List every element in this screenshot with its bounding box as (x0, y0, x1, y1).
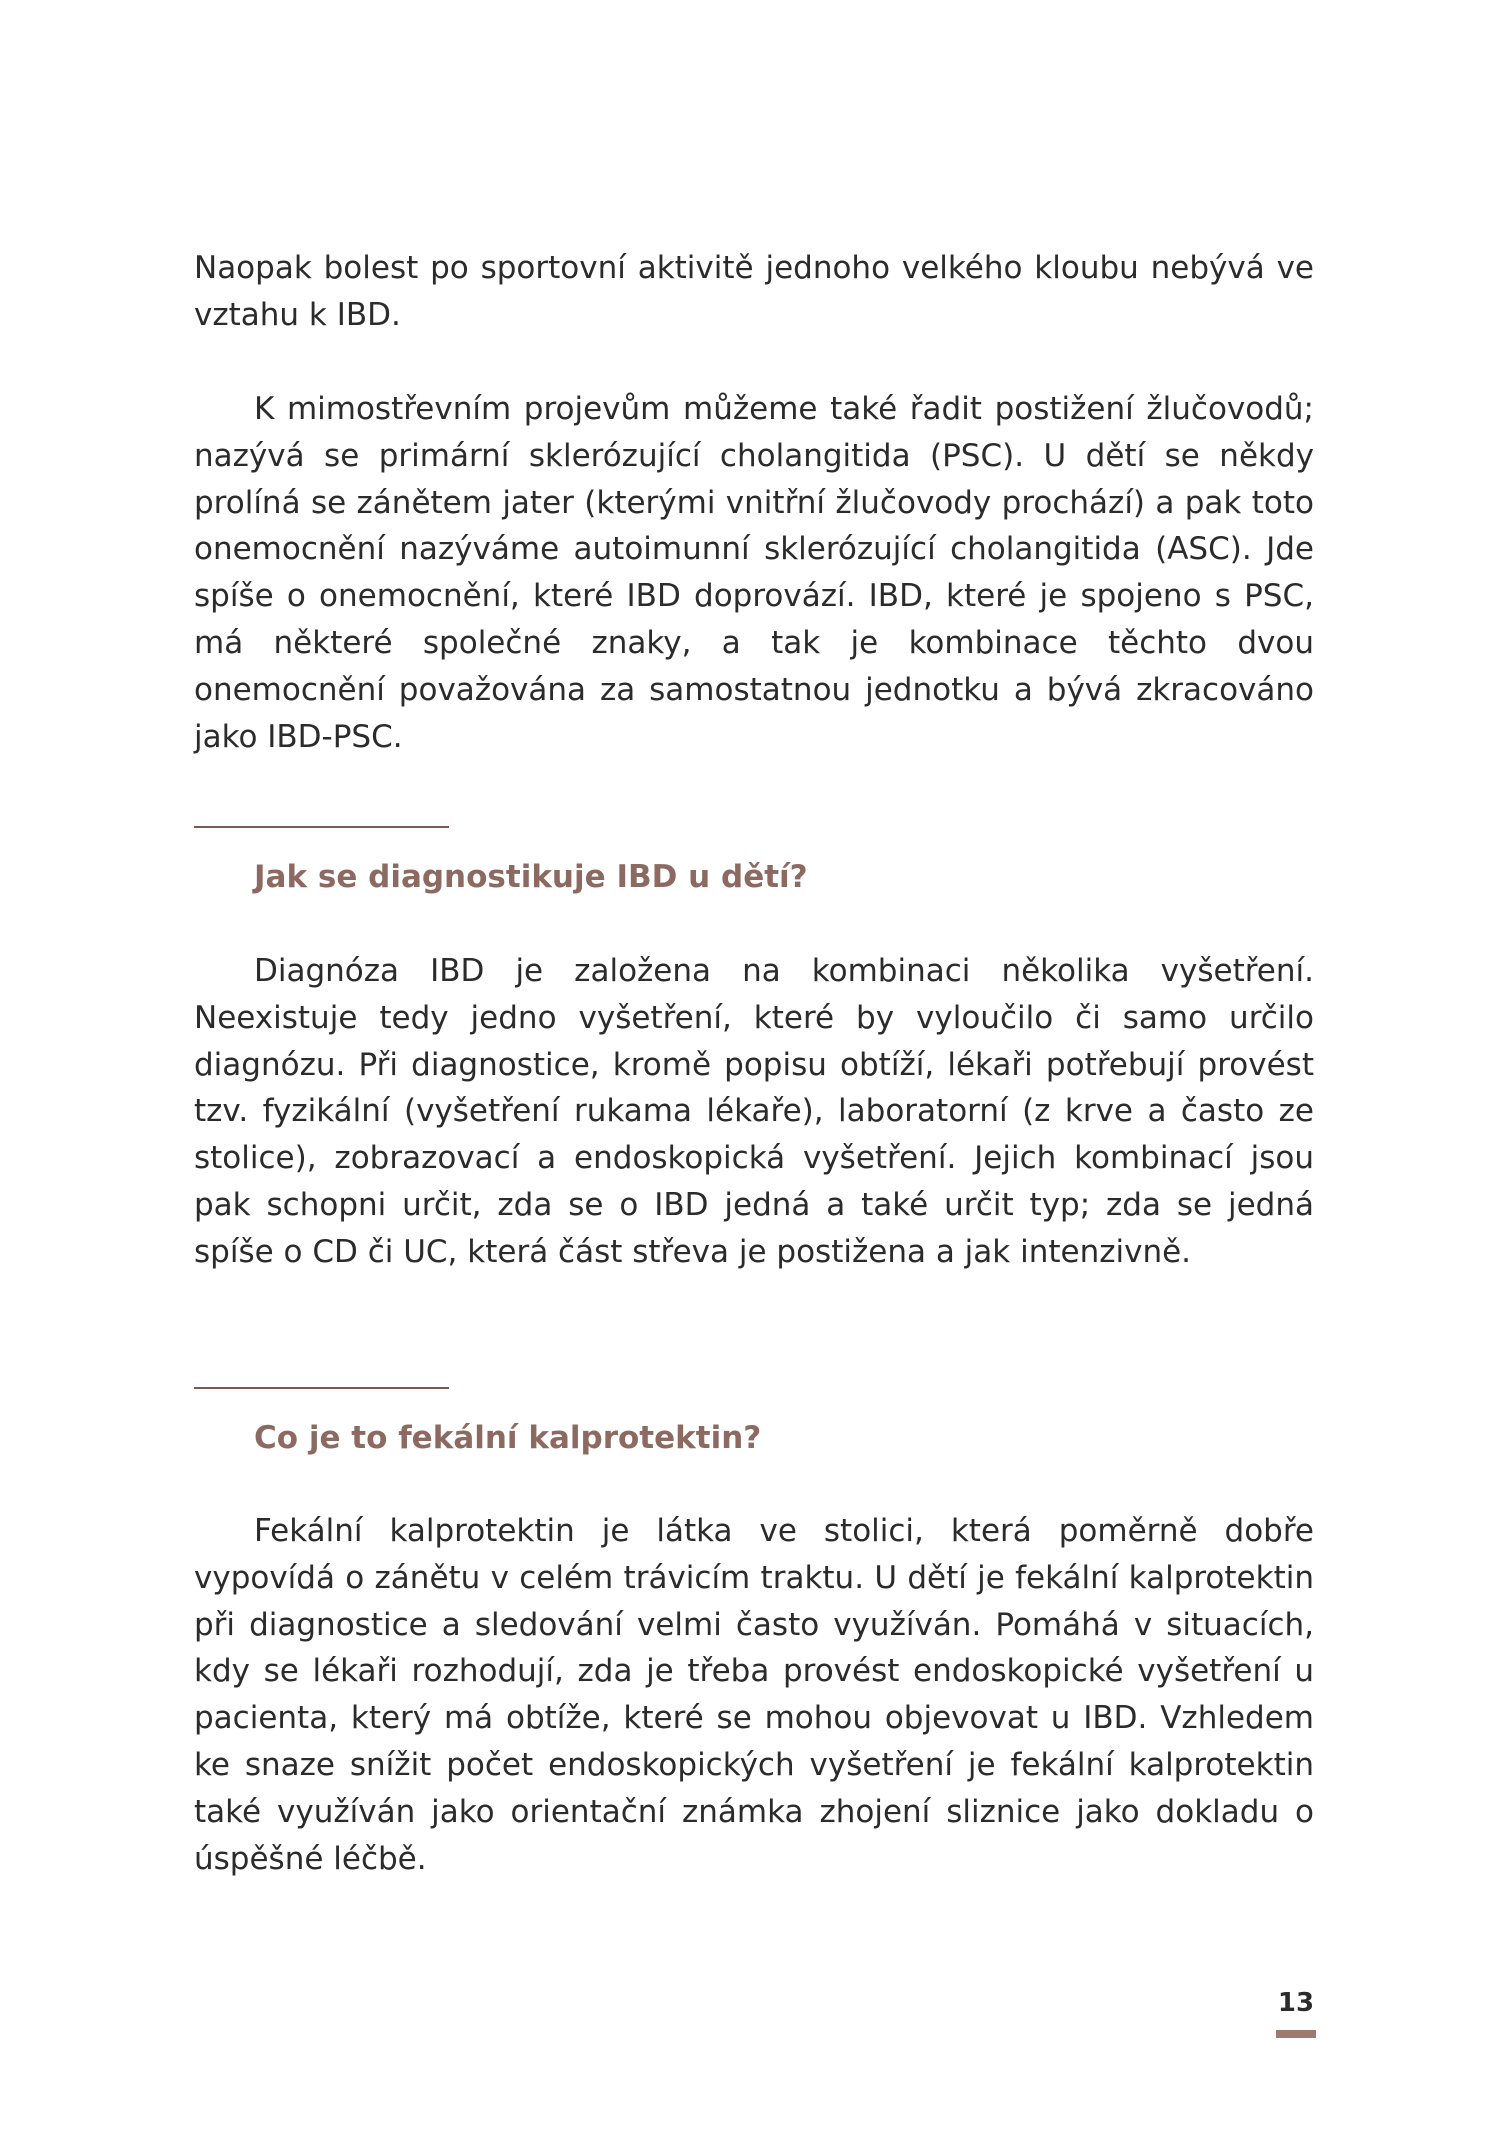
page-number: 13 (1277, 1988, 1315, 2018)
page-number-bar (1276, 2030, 1316, 2038)
paragraph-joint-pain: Naopak bolest po sportovní aktivitě jednoho velkého kloubu nebývá ve vztahu k IBD. (194, 250, 1314, 333)
paragraph-diagnosis: Diagnóza IBD je založena na kombinaci několika vyšetření. Neexistuje tedy jedno vyšetření, které by vyloučilo či samo určilo diagnózu. Při diagnostice, kromě popisu obtíží, lékaři potřebují provést tzv. fyzikální (vyšetření rukama lékaře), laboratorní (z krve a často ze stolice), zobrazovací a endoskopická vyšetření. Jejich kombinací jsou pak schopni určit, zda se o IBD jedná a také určit typ; zda se jedná spíše o CD či UC, která část střeva je postižena a jak intenzivně. (194, 953, 1314, 1270)
heading-diagnosis: Jak se diagnostikuje IBD u dětí? (254, 859, 808, 895)
heading-calprotectin: Co je to fekální kalprotektin? (254, 1420, 762, 1456)
section-divider-diagnosis (194, 826, 449, 828)
paragraph-psc: K mimostřevním projevům můžeme také řadit postižení žlučovodů; nazývá se primární sklerózující cholangitida (PSC). U dětí se někdy prolíná se zánětem jater (kterými vnitřní žlučovody prochází) a pak toto onemocnění nazýváme autoimunní sklerózující cholangitida (ASC). Jde spíše o onemocnění, které IBD doprovází. IBD, které je spojeno s PSC, má některé společné znaky, a tak je kombinace těchto dvou onemocnění považována za samostatnou jednotku a bývá zkracováno jako IBD-PSC. (194, 391, 1314, 755)
paragraph-calprotectin: Fekální kalprotektin je látka ve stolici, která poměrně dobře vypovídá o zánětu v celém trávicím traktu. U dětí je fekální kalprotektin při diagnostice a sledování velmi často využíván. Pomáhá v situacích, kdy se lékaři rozhodují, zda je třeba provést endoskopické vyšetření u pacienta, který má obtíže, které se mohou objevovat u IBD. Vzhledem ke snaze snížit počet endoskopických vyšetření je fekální kalprotektin také využíván jako orientační známka zhojení sliznice jako dokladu o úspěšné léčbě. (194, 1513, 1314, 1877)
section-divider-calprotectin (194, 1387, 449, 1389)
